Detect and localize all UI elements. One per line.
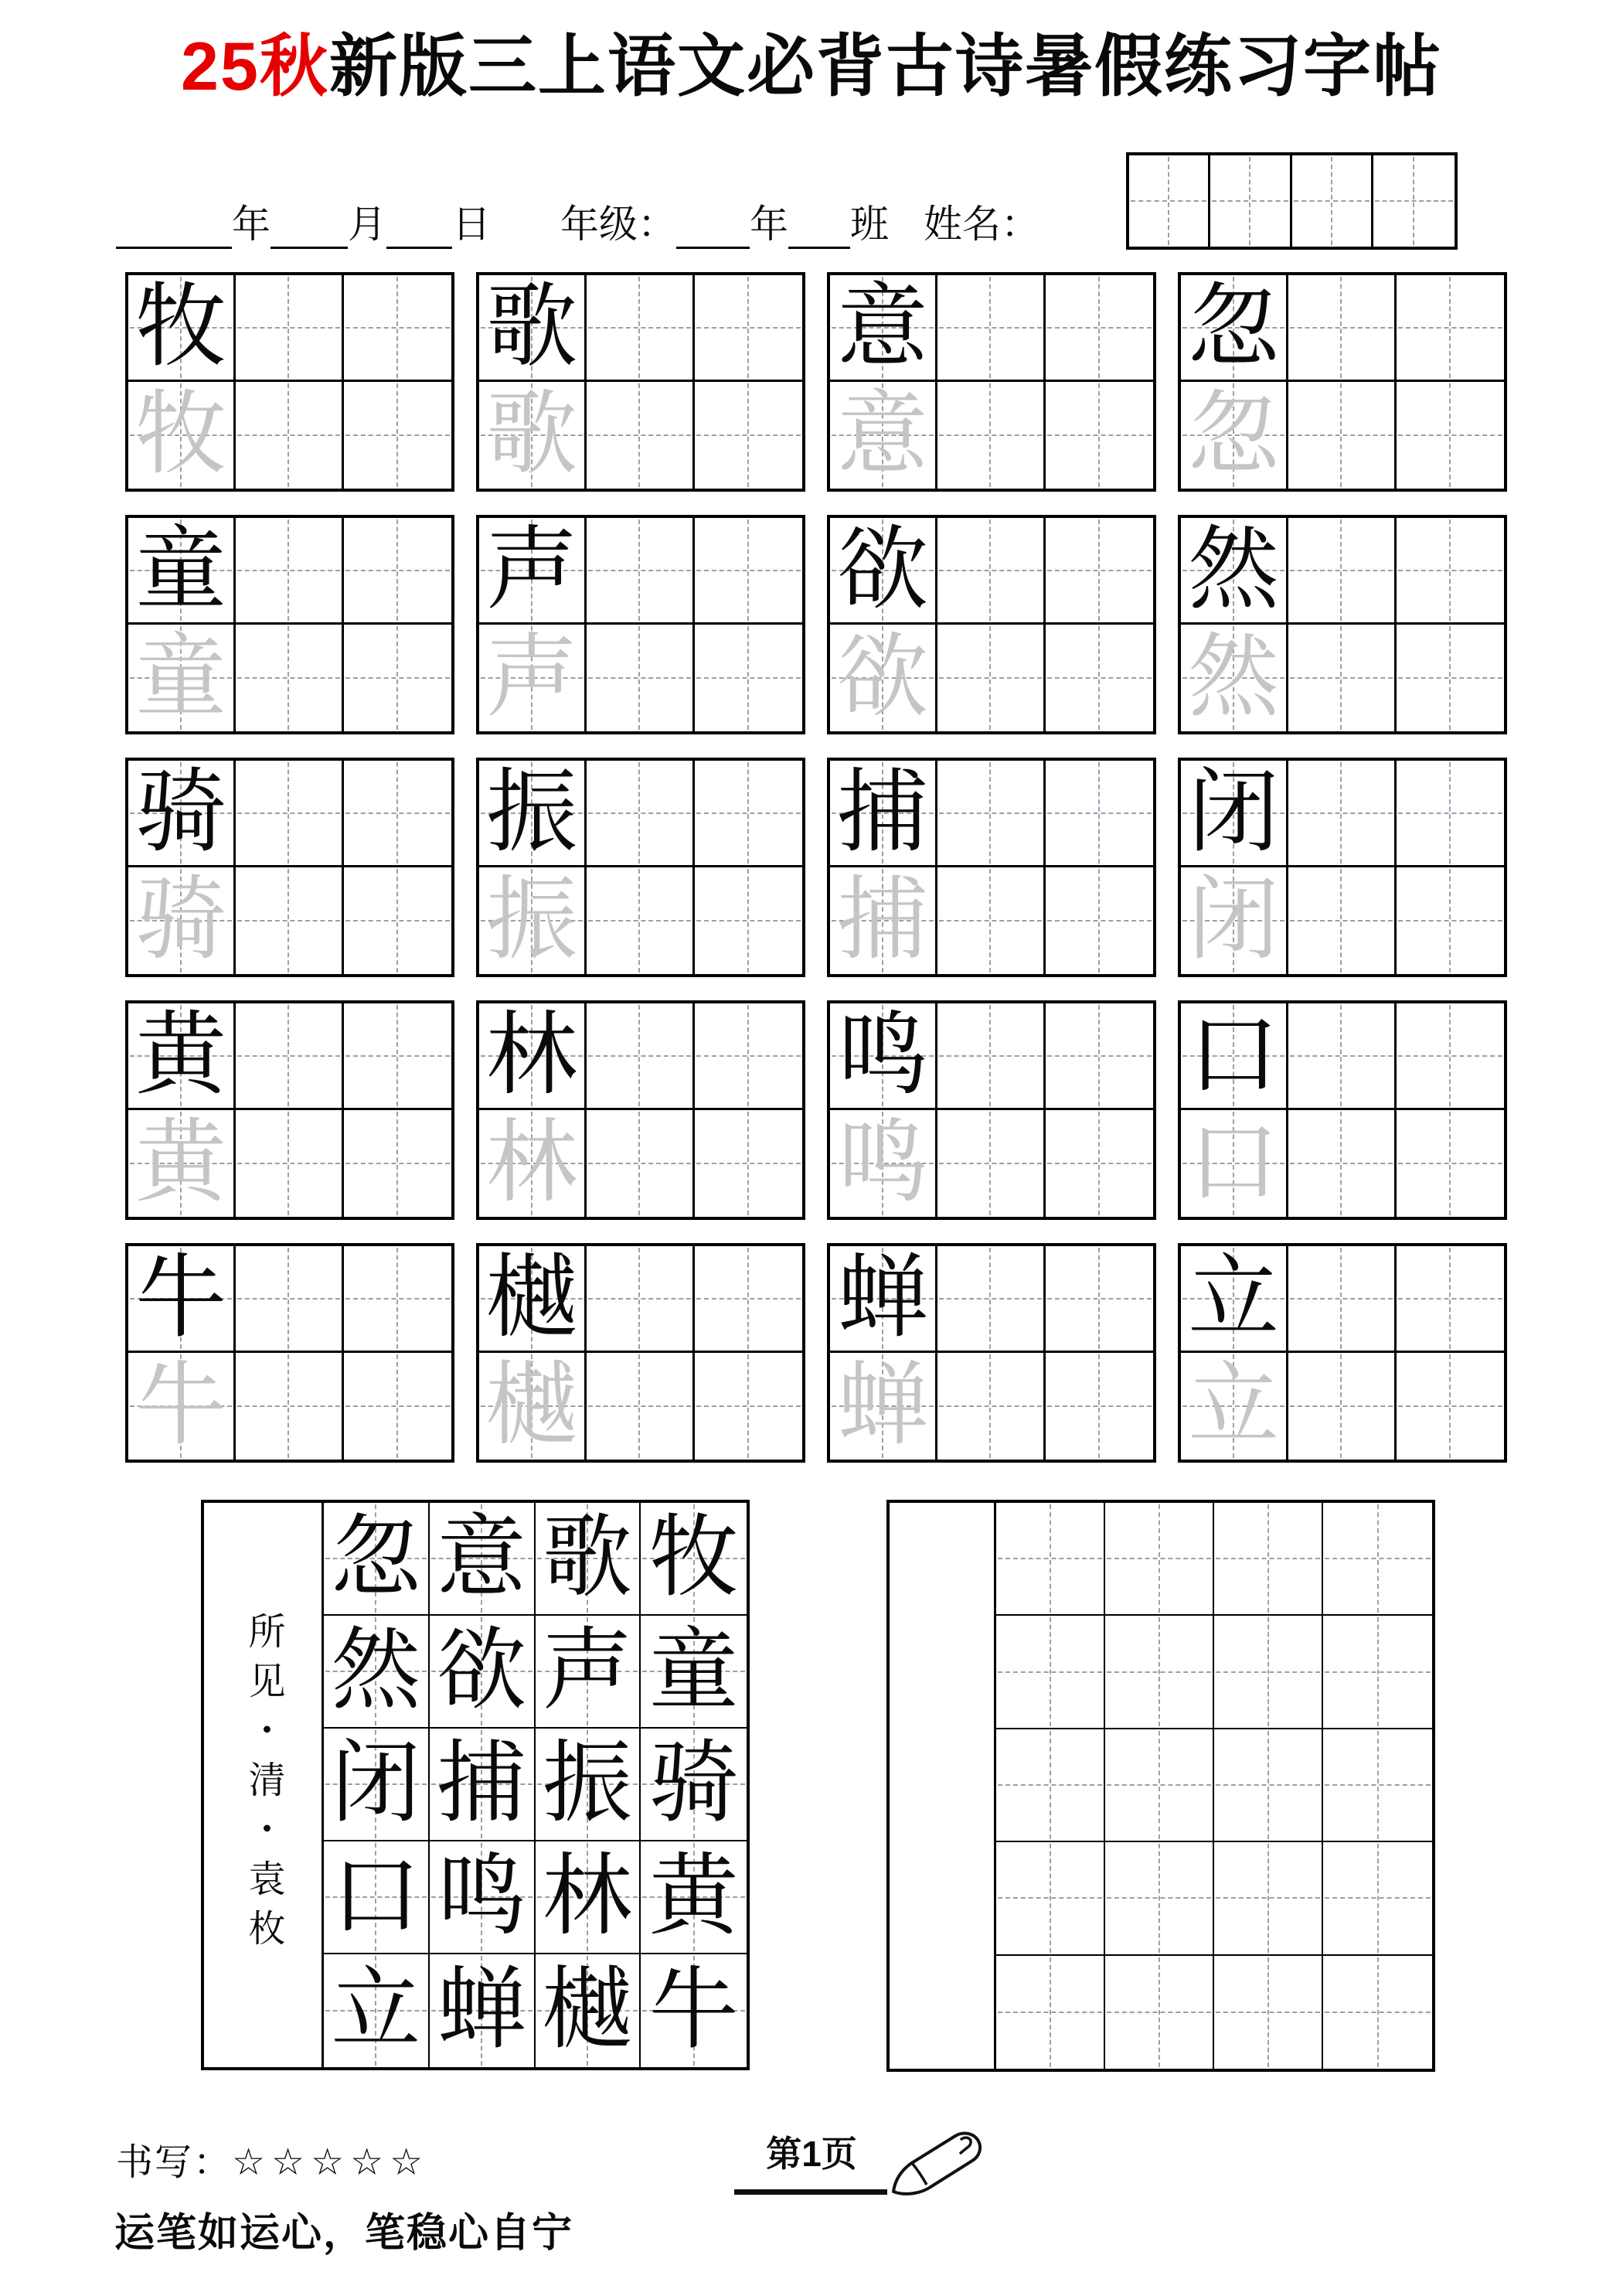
empty-practice-cell: [1323, 1956, 1432, 2069]
practice-char-trace: 口: [1188, 1112, 1280, 1214]
practice-char-model: 欲: [837, 519, 929, 621]
poem-vertical-title: 所见・清・袁枚: [243, 1612, 284, 1958]
empty-practice-cell: [996, 1842, 1105, 1955]
practice-cell: [1288, 1246, 1396, 1353]
page-title: [0, 12, 1623, 110]
practice-cell: [937, 1003, 1045, 1110]
day-blank: [386, 209, 452, 249]
practice-cell: [587, 1246, 694, 1353]
practice-cell: [344, 1353, 451, 1460]
practice-cell: [1046, 1110, 1153, 1217]
practice-block: [827, 1000, 1156, 1220]
poem-char: 闭: [331, 1735, 421, 1834]
practice-cell: [1288, 1353, 1396, 1460]
name-label: 姓名：: [924, 203, 1039, 246]
practice-char-model: 声: [486, 519, 578, 621]
practice-cell: [587, 625, 694, 731]
poem-char: 口: [331, 1848, 421, 1947]
name-grid: [1126, 152, 1458, 250]
practice-cell: [1046, 518, 1153, 625]
empty-practice-cell: [1323, 1503, 1432, 1616]
practice-cell: [830, 1353, 937, 1460]
practice-cell: [1046, 1353, 1153, 1460]
practice-cell: [695, 1003, 802, 1110]
practice-cell: [1181, 382, 1288, 489]
practice-block: [125, 758, 454, 977]
practice-grid: [125, 272, 1507, 1463]
practice-char-trace: 然: [1188, 627, 1280, 728]
practice-cell: [128, 1353, 236, 1460]
practice-cell: [830, 625, 937, 731]
practice-char-trace: 林: [486, 1112, 578, 1214]
practice-block: [476, 1243, 805, 1463]
day-label: 日: [452, 203, 491, 246]
practice-char-trace: 牛: [135, 1355, 227, 1456]
practice-cell: [1397, 1003, 1504, 1110]
practice-cell: [344, 1110, 451, 1217]
practice-cell: [1046, 867, 1153, 974]
practice-cell: [479, 382, 587, 489]
practice-cell: [344, 761, 451, 867]
empty-practice-cell: [1323, 1842, 1432, 1955]
empty-practice-cell: [996, 1729, 1105, 1842]
practice-block: [827, 515, 1156, 734]
poem-cell: [430, 1616, 536, 1729]
practice-cell: [479, 1246, 587, 1353]
practice-cell: [236, 382, 343, 489]
empty-practice-cell: [996, 1956, 1105, 2069]
practice-cell: [830, 518, 937, 625]
writing-rating: [116, 2132, 429, 2185]
empty-practice-grid: [886, 1500, 1435, 2072]
practice-cell: [937, 275, 1045, 382]
practice-cell: [1181, 761, 1288, 867]
grade-blank: [676, 209, 750, 249]
practice-cell: [1181, 867, 1288, 974]
poem-cell: [430, 1954, 536, 2067]
poem-char: 童: [648, 1622, 739, 1721]
practice-block: [125, 1243, 454, 1463]
practice-cell: [1046, 382, 1153, 489]
poem-cells: [324, 1503, 747, 2067]
practice-cell: [1181, 625, 1288, 731]
practice-char-model: 牛: [135, 1247, 227, 1349]
poem-cell: [536, 1616, 641, 1729]
poem-cell: [641, 1616, 747, 1729]
practice-cell: [937, 1353, 1045, 1460]
practice-char-trace: 歌: [486, 384, 578, 485]
practice-cell: [937, 625, 1045, 731]
practice-cell: [1181, 1246, 1288, 1353]
practice-cell: [1046, 1246, 1153, 1353]
practice-cell: [479, 1353, 587, 1460]
practice-char-trace: 意: [837, 384, 929, 485]
page-number-underline: [734, 2189, 887, 2195]
practice-char-model: 然: [1188, 519, 1280, 621]
empty-grid-cells: [996, 1503, 1432, 2069]
practice-block: [476, 515, 805, 734]
practice-cell: [695, 1246, 802, 1353]
empty-practice-cell: [1214, 1503, 1323, 1616]
practice-char-trace: 鸣: [837, 1112, 929, 1214]
practice-block: [476, 758, 805, 977]
practice-block: [476, 272, 805, 492]
month-blank: [270, 209, 348, 249]
poem-cell: [536, 1954, 641, 2067]
practice-cell: [937, 518, 1045, 625]
poem-char: 鸣: [437, 1848, 527, 1947]
practice-char-trace: 声: [486, 627, 578, 728]
poem-cell: [536, 1729, 641, 1841]
practice-cell: [937, 1110, 1045, 1217]
poem-cell: [641, 1503, 747, 1616]
practice-cell: [1288, 382, 1396, 489]
practice-char-model: 歌: [486, 276, 578, 378]
practice-cell: [1397, 382, 1504, 489]
practice-char-trace: 振: [486, 870, 578, 971]
practice-cell: [236, 1353, 343, 1460]
class-label: 班: [850, 203, 889, 246]
practice-cell: [236, 625, 343, 731]
poem-char: 林: [542, 1848, 632, 1947]
practice-cell: [236, 867, 343, 974]
poem-char: 意: [437, 1509, 527, 1608]
class-blank: [788, 209, 850, 249]
practice-char-model: 鸣: [837, 1004, 929, 1106]
name-grid-cell: [1292, 155, 1373, 247]
practice-cell: [236, 275, 343, 382]
poem-cell: [641, 1729, 747, 1841]
poem-char: 捕: [437, 1735, 527, 1834]
practice-cell: [695, 275, 802, 382]
practice-char-model: 捕: [837, 761, 929, 864]
practice-cell: [695, 625, 802, 731]
practice-cell: [128, 625, 236, 731]
practice-cell: [695, 518, 802, 625]
empty-practice-cell: [1214, 1956, 1323, 2069]
practice-char-trace: 立: [1188, 1355, 1280, 1456]
practice-char-model: 立: [1188, 1247, 1280, 1349]
pen-icon: [886, 2127, 994, 2199]
empty-practice-cell: [1323, 1616, 1432, 1729]
practice-cell: [344, 1246, 451, 1353]
practice-block: [1178, 272, 1507, 492]
practice-block: [125, 1000, 454, 1220]
practice-cell: [830, 867, 937, 974]
practice-char-trace: 闭: [1188, 870, 1280, 971]
practice-block: [125, 272, 454, 492]
practice-cell: [344, 382, 451, 489]
practice-char-trace: 童: [135, 627, 227, 728]
name-grid-cell: [1129, 155, 1210, 247]
practice-cell: [128, 275, 236, 382]
practice-char-model: 林: [486, 1004, 578, 1106]
practice-cell: [1397, 1353, 1504, 1460]
empty-practice-cell: [996, 1616, 1105, 1729]
practice-cell: [587, 275, 694, 382]
poem-cell: [641, 1841, 747, 1954]
motto-text: 运笔如运心，笔稳心自宁: [114, 2211, 574, 2256]
practice-char-model: 黄: [135, 1004, 227, 1106]
poem-char: 蝉: [437, 1961, 527, 2060]
practice-cell: [479, 518, 587, 625]
writing-label: 书写：: [116, 2142, 233, 2183]
practice-cell: [587, 761, 694, 867]
practice-cell: [479, 761, 587, 867]
page-number: 第1页: [766, 2134, 857, 2174]
practice-cell: [1397, 867, 1504, 974]
practice-cell: [344, 625, 451, 731]
practice-block: [1178, 1000, 1507, 1220]
practice-cell: [1046, 625, 1153, 731]
practice-cell: [236, 761, 343, 867]
practice-cell: [587, 1353, 694, 1460]
practice-char-trace: 牧: [135, 384, 227, 485]
practice-cell: [1288, 761, 1396, 867]
poem-char: 欲: [437, 1622, 527, 1721]
practice-cell: [830, 382, 937, 489]
practice-cell: [830, 1246, 937, 1353]
practice-cell: [236, 1110, 343, 1217]
practice-block: [827, 758, 1156, 977]
poem-cell: [430, 1503, 536, 1616]
practice-cell: [1046, 275, 1153, 382]
poem-char: 樾: [542, 1961, 632, 2060]
poem-cell: [430, 1841, 536, 1954]
date-line: [116, 193, 1039, 249]
poem-cell: [430, 1729, 536, 1841]
practice-cell: [937, 382, 1045, 489]
year-blank: [116, 209, 232, 249]
poem-cell: [536, 1503, 641, 1616]
practice-cell: [1397, 275, 1504, 382]
poem-char: 声: [542, 1622, 632, 1721]
practice-block: [125, 515, 454, 734]
practice-cell: [1397, 625, 1504, 731]
practice-cell: [695, 761, 802, 867]
poem-char: 黄: [648, 1848, 739, 1947]
practice-cell: [128, 518, 236, 625]
practice-cell: [1397, 1246, 1504, 1353]
practice-cell: [1397, 518, 1504, 625]
empty-practice-cell: [1214, 1616, 1323, 1729]
practice-cell: [479, 1110, 587, 1217]
practice-cell: [695, 1110, 802, 1217]
practice-cell: [128, 761, 236, 867]
practice-cell: [128, 1003, 236, 1110]
practice-cell: [1288, 867, 1396, 974]
practice-char-model: 意: [837, 276, 929, 378]
practice-char-model: 闭: [1188, 761, 1280, 864]
practice-char-model: 口: [1188, 1004, 1280, 1106]
practice-cell: [1181, 275, 1288, 382]
poem-cell: [324, 1954, 430, 2067]
practice-cell: [344, 518, 451, 625]
practice-cell: [937, 867, 1045, 974]
practice-cell: [587, 1110, 694, 1217]
empty-practice-cell: [1105, 1616, 1214, 1729]
title-rest: 新版三上语文必背古诗暑假练习字帖: [328, 28, 1442, 104]
practice-cell: [128, 867, 236, 974]
practice-cell: [1181, 1003, 1288, 1110]
practice-char-trace: 樾: [486, 1355, 578, 1456]
poem-char: 忽: [331, 1509, 421, 1608]
practice-block: [827, 1243, 1156, 1463]
practice-cell: [128, 1246, 236, 1353]
practice-char-model: 樾: [486, 1247, 578, 1349]
practice-char-trace: 忽: [1188, 384, 1280, 485]
practice-cell: [1288, 625, 1396, 731]
empty-practice-cell: [1214, 1842, 1323, 1955]
practice-cell: [128, 382, 236, 489]
practice-char-model: 牧: [135, 276, 227, 378]
year-label: 年: [232, 203, 270, 246]
practice-cell: [344, 275, 451, 382]
rating-stars: ☆☆☆☆☆: [232, 2141, 430, 2184]
practice-cell: [587, 518, 694, 625]
practice-cell: [587, 382, 694, 489]
name-grid-cell: [1210, 155, 1291, 247]
poem-char: 牧: [648, 1509, 739, 1608]
poem-cell: [324, 1841, 430, 1954]
poem-cell: [324, 1729, 430, 1841]
practice-char-model: 蝉: [837, 1247, 929, 1349]
practice-cell: [1288, 1110, 1396, 1217]
poem-char: 立: [331, 1961, 421, 2060]
poem-title-column: [204, 1503, 324, 2067]
practice-cell: [830, 761, 937, 867]
practice-cell: [236, 518, 343, 625]
practice-cell: [1288, 275, 1396, 382]
practice-cell: [236, 1246, 343, 1353]
practice-cell: [695, 382, 802, 489]
month-label: 月: [348, 203, 386, 246]
grade-label: 年级：: [560, 203, 676, 246]
practice-cell: [344, 867, 451, 974]
practice-block: [827, 272, 1156, 492]
practice-cell: [1397, 1110, 1504, 1217]
practice-cell: [695, 1353, 802, 1460]
empty-practice-cell: [1105, 1842, 1214, 1955]
practice-char-trace: 捕: [837, 870, 929, 971]
practice-cell: [830, 275, 937, 382]
practice-cell: [1181, 518, 1288, 625]
poem-cell: [324, 1616, 430, 1729]
practice-char-trace: 黄: [135, 1112, 227, 1214]
practice-cell: [1397, 761, 1504, 867]
empty-practice-cell: [1105, 1503, 1214, 1616]
empty-practice-cell: [1105, 1956, 1214, 2069]
practice-block: [476, 1000, 805, 1220]
practice-char-model: 童: [135, 519, 227, 621]
poem-cell: [536, 1841, 641, 1954]
empty-practice-cell: [1323, 1729, 1432, 1842]
practice-cell: [479, 867, 587, 974]
grade-year-label: 年: [750, 203, 788, 246]
practice-char-trace: 蝉: [837, 1355, 929, 1456]
practice-cell: [695, 867, 802, 974]
practice-cell: [479, 625, 587, 731]
practice-cell: [1046, 761, 1153, 867]
poem-cell: [641, 1954, 747, 2067]
practice-char-model: 忽: [1188, 276, 1280, 378]
practice-char-model: 振: [486, 761, 578, 864]
poem-char: 歌: [542, 1509, 632, 1608]
practice-cell: [937, 1246, 1045, 1353]
practice-block: [1178, 1243, 1507, 1463]
practice-char-trace: 欲: [837, 627, 929, 728]
poem-char: 骑: [648, 1735, 739, 1834]
poem-char: 振: [542, 1735, 632, 1834]
practice-cell: [587, 867, 694, 974]
practice-cell: [937, 761, 1045, 867]
practice-char-model: 骑: [135, 761, 227, 864]
practice-block: [1178, 758, 1507, 977]
practice-cell: [830, 1110, 937, 1217]
practice-cell: [1181, 1110, 1288, 1217]
poem-char: 牛: [648, 1961, 739, 2060]
practice-char-trace: 骑: [135, 870, 227, 971]
practice-cell: [830, 1003, 937, 1110]
empty-practice-cell: [1105, 1729, 1214, 1842]
poem-grid: [201, 1500, 750, 2070]
practice-block: [1178, 515, 1507, 734]
name-grid-cell: [1373, 155, 1455, 247]
practice-cell: [128, 1110, 236, 1217]
poem-cell: [324, 1503, 430, 1616]
empty-practice-cell: [1214, 1729, 1323, 1842]
practice-cell: [1288, 518, 1396, 625]
practice-cell: [1288, 1003, 1396, 1110]
practice-cell: [344, 1003, 451, 1110]
practice-cell: [479, 1003, 587, 1110]
practice-cell: [479, 275, 587, 382]
poem-char: 然: [331, 1622, 421, 1721]
practice-cell: [1046, 1003, 1153, 1110]
title-highlight: 25秋: [181, 28, 329, 104]
practice-cell: [1181, 1353, 1288, 1460]
empty-grid-title-column: [890, 1503, 996, 2069]
empty-practice-cell: [996, 1503, 1105, 1616]
practice-cell: [587, 1003, 694, 1110]
practice-cell: [236, 1003, 343, 1110]
